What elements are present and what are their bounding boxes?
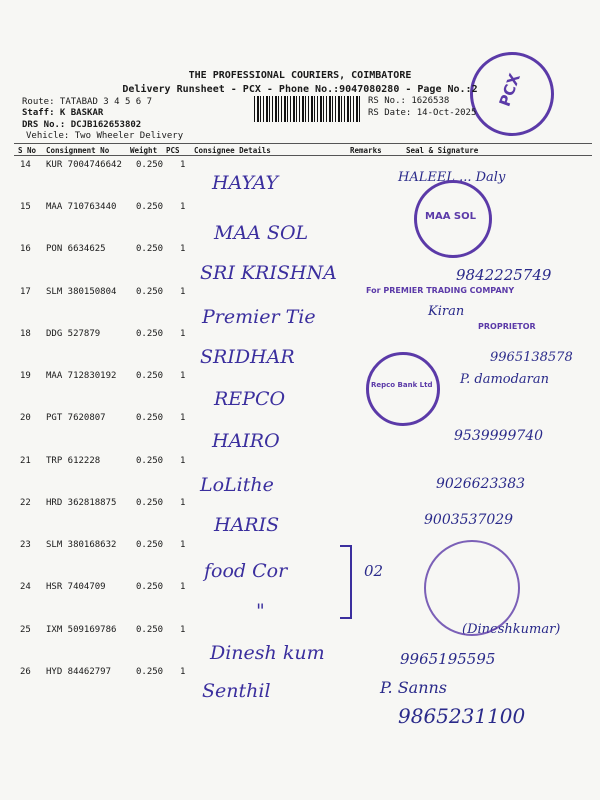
row-consignment: HSR 7404709	[46, 582, 106, 592]
row-pcs: 1	[180, 329, 186, 339]
hw-consignee-18: SRIDHAR	[200, 346, 295, 368]
hw-consignee-24: "	[256, 600, 265, 622]
hw-consignee-21: LoLithe	[200, 474, 274, 496]
row-pcs: 1	[180, 456, 186, 466]
row-pcs: 1	[180, 244, 186, 254]
row-consignment: PGT 7620807	[46, 413, 106, 423]
col-consignment: Consignment No	[46, 146, 110, 155]
row-pcs: 1	[180, 498, 186, 508]
row-weight: 0.250	[136, 498, 164, 508]
row-weight: 0.250	[136, 371, 164, 381]
col-seal: Seal & Signature	[406, 146, 479, 155]
row-consignment: HYD 84462797	[46, 667, 112, 677]
hw-consignee-15: MAA SOL	[214, 222, 309, 244]
table-row	[0, 329, 600, 347]
hw-sign-20: 9539999740	[454, 428, 544, 444]
columns-rule	[14, 155, 592, 156]
row-weight: 0.250	[136, 329, 164, 339]
col-consignee: Consignee Details	[194, 146, 271, 155]
table-row	[0, 160, 600, 178]
hw-consignee-19: REPCO	[214, 388, 286, 410]
row-sno: 19	[20, 371, 31, 381]
staff-text: Staff: K BASKAR	[22, 108, 104, 118]
row-sno: 14	[20, 160, 31, 170]
hw-sign-18: 9965138578	[490, 350, 573, 365]
hw-sign-17: Kiran	[428, 304, 465, 319]
row-sno: 17	[20, 287, 31, 297]
route-text: Route: TATABAD 3 4 5 6 7	[22, 97, 153, 107]
premier-stamp-text: For PREMIER TRADING COMPANY	[366, 286, 515, 295]
hw-senthil: Senthil	[202, 680, 271, 702]
row-consignment: SLM 380150804	[46, 287, 117, 297]
header-rule	[14, 143, 592, 144]
row-pcs: 1	[180, 540, 186, 550]
pcx-stamp-text: PCX	[495, 71, 524, 109]
row-sno: 23	[20, 540, 31, 550]
row-sno: 22	[20, 498, 31, 508]
row-consignment: MAA 710763440	[46, 202, 117, 212]
row-consignment: PON 6634625	[46, 244, 106, 254]
row-pcs: 1	[180, 371, 186, 381]
row-consignment: KUR 7004746642	[46, 160, 122, 170]
row-consignment: MAA 712830192	[46, 371, 117, 381]
table-row	[0, 244, 600, 262]
row-weight: 0.250	[136, 625, 164, 635]
hw-phone-bottom: 9865231100	[398, 704, 526, 728]
row-sno: 21	[20, 456, 31, 466]
row-pcs: 1	[180, 413, 186, 423]
col-pcs: PCS	[166, 146, 180, 155]
company-title: THE PROFESSIONAL COURIERS, COIMBATORE	[188, 70, 412, 81]
hw-sign-14: HALEEL ... Daly	[398, 170, 506, 185]
table-row	[0, 202, 600, 220]
col-weight: Weight	[130, 146, 158, 155]
hw-sign-19: P. damodaran	[460, 372, 550, 387]
row-pcs: 1	[180, 582, 186, 592]
table-row	[0, 456, 600, 474]
bracket-mark	[340, 545, 352, 619]
barcode	[254, 96, 362, 122]
maa-sol-stamp-text: MAA SOL	[425, 211, 476, 222]
row-weight: 0.250	[136, 667, 164, 677]
row-weight: 0.250	[136, 456, 164, 466]
row-sno: 16	[20, 244, 31, 254]
hw-sign-26: P. Sanns	[380, 678, 448, 697]
hw-phone-26: 9965195595	[400, 650, 496, 668]
rs-number: RS No.: 1626538	[368, 96, 450, 106]
table-row	[0, 540, 600, 558]
row-weight: 0.250	[136, 202, 164, 212]
repco-stamp-text: Repco Bank Ltd	[371, 381, 433, 389]
row-sno: 18	[20, 329, 31, 339]
maa-sol-stamp	[414, 180, 492, 258]
row-consignment: SLM 380168632	[46, 540, 117, 550]
row-pcs: 1	[180, 625, 186, 635]
hw-sign-23: 02	[364, 562, 384, 580]
row-pcs: 1	[180, 202, 186, 212]
vehicle-text: Vehicle: Two Wheeler Delivery	[26, 131, 184, 141]
proprietor-stamp-text: PROPRIETOR	[478, 322, 536, 331]
row-consignment: DDG 527879	[46, 329, 101, 339]
hw-consignee-14: HAYAY	[212, 172, 279, 194]
row-weight: 0.250	[136, 413, 164, 423]
hw-sign-22: 9003537029	[424, 512, 514, 528]
row-consignment: TRP 612228	[46, 456, 101, 466]
row-weight: 0.250	[136, 287, 164, 297]
row-sno: 24	[20, 582, 31, 592]
row-weight: 0.250	[136, 160, 164, 170]
row-sno: 20	[20, 413, 31, 423]
round-seal-stamp	[424, 540, 520, 636]
hw-sign-16: 9842225749	[456, 266, 552, 284]
hw-sign-21: 9026623383	[436, 476, 526, 492]
row-weight: 0.250	[136, 540, 164, 550]
hw-sign-25: (Dineshkumar)	[462, 622, 561, 637]
hw-consignee-20: HAIRO	[212, 430, 280, 452]
hw-consignee-22: HARIS	[214, 514, 280, 536]
row-pcs: 1	[180, 160, 186, 170]
hw-consignee-26: Dinesh kum	[210, 642, 325, 664]
rs-date: RS Date: 14-Oct-2025	[368, 108, 477, 118]
row-sno: 25	[20, 625, 31, 635]
col-sno: S No	[18, 146, 37, 155]
row-sno: 26	[20, 667, 31, 677]
hw-consignee-23: food Cor	[204, 560, 288, 582]
row-consignment: IXM 509169786	[46, 625, 117, 635]
table-row	[0, 667, 600, 685]
drs-number: DRS No.: DCJB162653802	[22, 120, 142, 130]
row-weight: 0.250	[136, 244, 164, 254]
repco-stamp	[366, 352, 440, 426]
hw-consignee-16: SRI KRISHNA	[200, 262, 337, 284]
row-pcs: 1	[180, 667, 186, 677]
row-consignment: HRD 362818875	[46, 498, 117, 508]
hw-consignee-17: Premier Tie	[202, 306, 316, 328]
runsheet-title: Delivery Runsheet - PCX - Phone No.:9047080280 - Page No.:2	[122, 84, 478, 95]
row-pcs: 1	[180, 287, 186, 297]
col-remarks: Remarks	[350, 146, 382, 155]
row-sno: 15	[20, 202, 31, 212]
row-weight: 0.250	[136, 582, 164, 592]
